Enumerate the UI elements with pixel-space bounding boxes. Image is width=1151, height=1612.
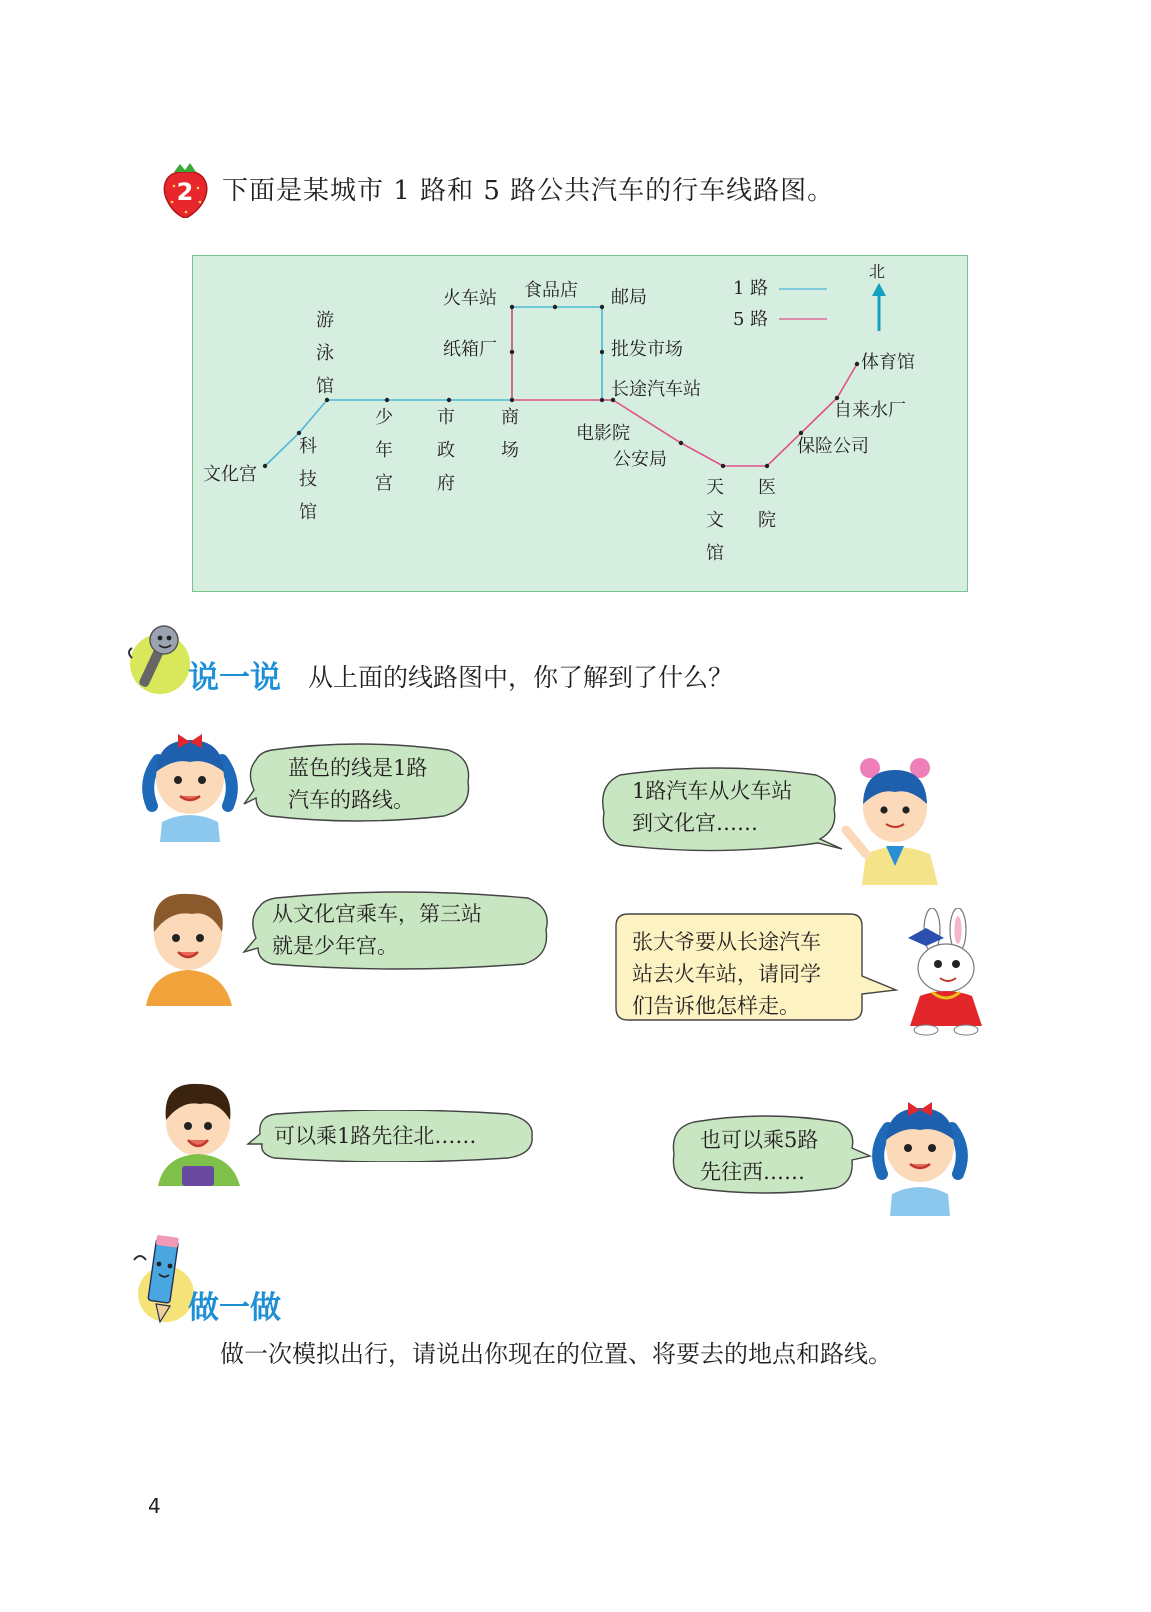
bubble-6-line-2: 先往西…… — [700, 1160, 805, 1184]
problem-number: 2 — [176, 178, 194, 206]
station-gongan: 公安局 — [613, 449, 667, 470]
legend-north-label: 北 — [869, 262, 886, 281]
microphone-mascot-icon — [118, 618, 198, 698]
bubble-2-line-1: 1路汽车从火车站 — [632, 779, 793, 803]
station-zhixiang: 纸箱厂 — [443, 339, 497, 360]
bubble-5-line-1: 可以乘1路先往北…… — [274, 1124, 477, 1148]
rabbit-character — [900, 908, 992, 1036]
bus-route-map — [192, 255, 968, 592]
station-shipin: 食品店 — [524, 280, 578, 301]
girl-character-2 — [840, 750, 950, 885]
station-wenhuagong: 文化宫 — [203, 464, 257, 485]
station-shangchang: 商场 — [501, 407, 519, 461]
girl-character-3 — [870, 1090, 970, 1216]
boy-character-1 — [136, 882, 244, 1006]
station-tianwen: 天文馆 — [706, 477, 724, 564]
bubble-4-line-2: 站去火车站，请同学 — [632, 962, 821, 986]
station-huoche: 火车站 — [443, 288, 497, 309]
legend-line-1-label: 1 路 — [733, 278, 769, 299]
station-youju: 邮局 — [611, 287, 647, 308]
talk-prompt: 从上面的线路图中，你了解到了什么？ — [308, 663, 734, 692]
bubble-3-line-2: 就是少年宫。 — [272, 934, 398, 958]
page-number: 4 — [148, 1494, 161, 1518]
bubble-4-line-3: 们告诉他怎样走。 — [632, 994, 800, 1018]
station-keji: 科技馆 — [299, 436, 317, 523]
bubble-4-line-1: 张大爷要从长途汽车 — [632, 930, 821, 954]
practice-section-label: 做一做 — [188, 1290, 281, 1326]
problem-title: 下面是某城市 1 路和 5 路公共汽车的行车线路图。 — [222, 176, 835, 206]
bubble-1-line-1: 蓝色的线是1路 — [288, 756, 428, 780]
practice-text: 做一次模拟出行，请说出你现在的位置、将要去的地点和路线。 — [220, 1340, 892, 1368]
station-baoxian: 保险公司 — [797, 436, 869, 457]
station-pifa: 批发市场 — [611, 339, 683, 360]
bubble-1-line-2: 汽车的路线。 — [288, 788, 414, 812]
talk-section-label: 说一说 — [188, 660, 281, 696]
boy-character-2 — [150, 1074, 248, 1186]
bubble-2-line-2: 到文化宫…… — [632, 811, 758, 835]
legend-line-5-label: 5 路 — [733, 309, 769, 330]
station-dots — [263, 305, 859, 468]
pencil-mascot-icon — [126, 1232, 196, 1326]
station-zilaishui: 自来水厂 — [834, 400, 906, 421]
north-arrow-icon — [872, 283, 886, 331]
station-shizheng: 市政府 — [437, 407, 455, 494]
bubble-6-line-1: 也可以乘5路 — [700, 1128, 819, 1152]
station-changtu: 长途汽车站 — [611, 379, 701, 400]
station-youyong: 游泳馆 — [316, 310, 334, 397]
strawberry-number-badge — [160, 162, 210, 218]
station-shaonian: 少年宫 — [375, 407, 393, 494]
station-dianying: 电影院 — [576, 423, 630, 444]
station-tiyu: 体育馆 — [861, 352, 915, 373]
bubble-3-line-1: 从文化宫乘车，第三站 — [272, 902, 482, 926]
station-yiyuan: 医院 — [758, 477, 776, 531]
girl-character-1 — [140, 722, 240, 842]
